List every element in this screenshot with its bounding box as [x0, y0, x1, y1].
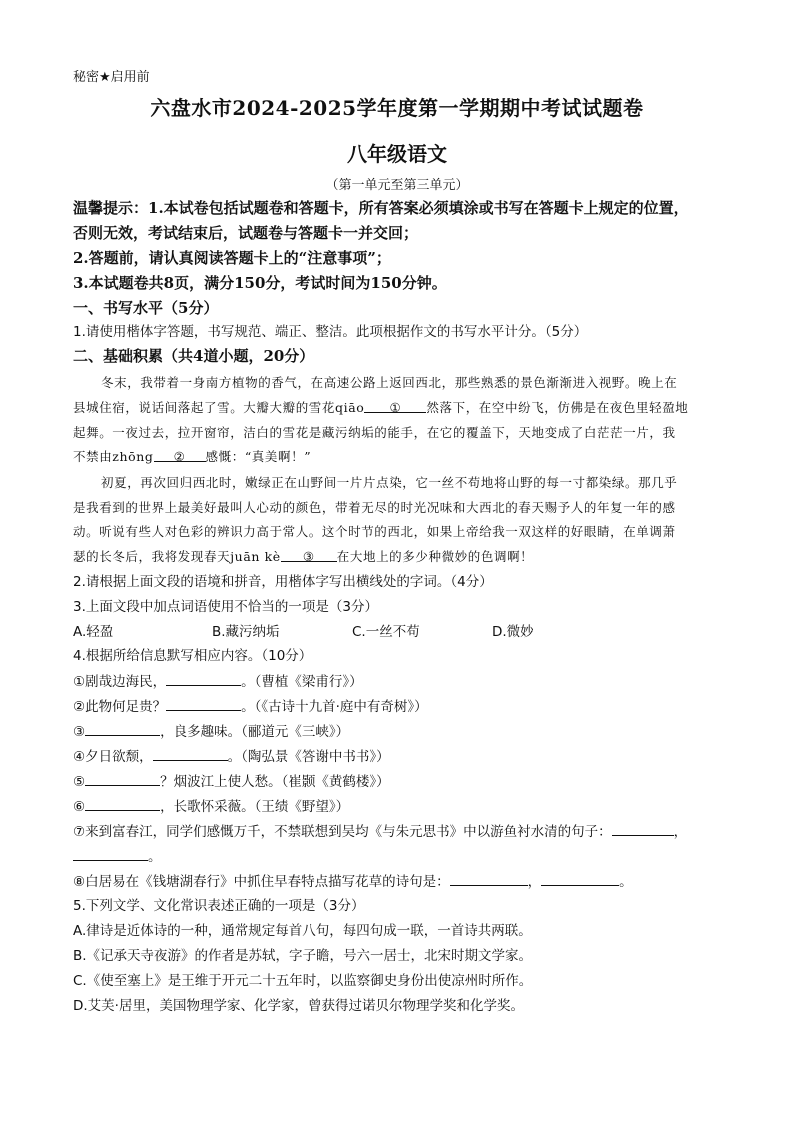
answer-blank: [73, 846, 148, 861]
notice-line-2: 否则无效，考试结束后，试题卷与答题卡一并交回；: [73, 224, 419, 242]
q4-item-5: [73, 771, 733, 792]
q4-source: ？烟波江上使人愁。（崔颢《黄鹤楼》）: [160, 774, 390, 790]
q5-option-a: A.律诗是近体诗的一种，通常规定每首八句，每四句成一联，一首诗共两联。: [73, 923, 532, 939]
q5-option-d: D.艾芙·居里，美国物理学家、化学家，曾获得过诺贝尔物理学奖和化学奖。: [73, 998, 524, 1014]
passage-line: 起舞。一夜过去，拉开窗帘，洁白的雪花是藏污纳垢的能手，在它的覆盖下，天地变成了白茫茫一片，我: [73, 425, 676, 440]
q4-text: ③: [73, 724, 86, 740]
passage-line: 初夏，再次回归西北时，嫩绿正在山野间一片片点染，它一丝不苟地将山野的每一寸都染绿。那几乎: [101, 475, 678, 490]
q4-item-7-cont: [73, 846, 733, 867]
question-1: 1.请使用楷体字答题，书写规范、端正、整洁。此项根据作文的书写水平计分。（5分）: [73, 324, 588, 340]
passage-text: 在大地上的多少种微妙的色调啊！: [336, 549, 534, 564]
answer-blank: [166, 696, 241, 711]
answer-blank: [541, 871, 619, 886]
answer-blank: [153, 746, 228, 761]
q4-item-1: [73, 671, 733, 692]
blank-3: ③: [281, 547, 337, 562]
scope-note: （第一单元至第三单元）: [325, 178, 469, 193]
passage-line: 动。听说有些人对色彩的辨识力高于常人。这个时节的西北，如果上帝给我一双这样的好眼睛，在单调萧: [73, 524, 676, 539]
q4-text: ④夕日欲颓，: [73, 749, 153, 765]
q4-item-4: [73, 746, 733, 767]
answer-blank: [612, 821, 674, 836]
q4-source: ，良多趣味。（郦道元《三峡》）: [160, 724, 350, 740]
q3-option-c: C.一丝不苟: [352, 624, 420, 640]
answer-blank: [166, 671, 241, 686]
answer-blank: [450, 871, 528, 886]
q4-punct: ，: [673, 824, 688, 840]
q4-source: ，长歌怀采薇。（王绩《野望》）: [160, 799, 350, 815]
q4-text: ⑧白居易在《钱塘湖春行》中抓住早春特点描写花草的诗句是：: [73, 874, 450, 890]
passage-text: 县城住宿，说话间落起了雪。大瓣大瓣的雪花qiāo: [73, 400, 365, 415]
passage-line: [73, 447, 733, 467]
blank-1: ①: [364, 398, 426, 413]
q4-text: ②此物何足贵？: [73, 699, 167, 715]
passage-line: 冬末，我带着一身南方植物的香气，在高速公路上返回西北，那些熟悉的景色渐渐进入视野。晚上在: [101, 375, 678, 390]
answer-blank: [85, 796, 160, 811]
q4-item-3: [73, 721, 733, 742]
q5-option-b: B.《记承天寺夜游》的作者是苏轼，字子瞻，号六一居士，北宋时期文学家。: [73, 948, 533, 964]
q4-text: ⑦来到富春江，同学们感慨万千，不禁联想到吴均《与朱元思书》中以游鱼衬水清的句子：: [73, 824, 612, 840]
answer-blank: [85, 721, 160, 736]
confidential-label: 秘密★启用前: [73, 70, 150, 85]
blank-2: ②: [154, 447, 206, 462]
q4-text: ⑥: [73, 799, 86, 815]
q4-source: 。（陶弘景《答谢中书书》）: [227, 749, 390, 765]
passage-text: 不禁由zhōng: [73, 449, 154, 464]
q5-option-c: C.《使至塞上》是王维于开元二十五年时，以监察御史身份出使凉州时所作。: [73, 973, 533, 989]
question-2: 2.请根据上面文段的语境和拼音，用楷体字写出横线处的字词。（4分）: [73, 574, 493, 590]
passage-line: [73, 547, 733, 567]
q4-item-6: [73, 796, 733, 817]
q4-item-8: [73, 871, 733, 892]
notice-line-4: 3.本试题卷共8页，满分150分，考试时间为150分钟。: [73, 274, 447, 292]
q4-source: 。（《古诗十九首·庭中有奇树》）: [241, 699, 428, 715]
q4-item-2: [73, 696, 733, 717]
q4-text: ①剧哉边海民，: [73, 674, 167, 690]
q4-punct: 。: [148, 849, 162, 865]
passage-text: 感慨：“真美啊！”: [205, 449, 312, 464]
q3-option-a: A.轻盈: [73, 624, 114, 640]
passage-line: [73, 398, 733, 418]
question-3: 3.上面文段中加点词语使用不恰当的一项是（3分）: [73, 599, 378, 615]
q3-option-d: D.微妙: [492, 624, 534, 640]
q4-source: 。（曹植《梁甫行》）: [241, 674, 363, 690]
question-5: 5.下列文学、文化常识表述正确的一项是（3分）: [73, 898, 365, 914]
exam-title: 六盘水市2024-2025学年度第一学期期中考试试题卷: [150, 96, 644, 120]
q4-punct: ，: [527, 874, 542, 890]
passage-line: 是我看到的世界上最美好最叫人心动的颜色，带着无尽的时光况味和大西北的春天赐予人的年复一年的感: [73, 500, 676, 515]
passage-text: 然落下，在空中纷飞，仿佛是在夜色里轻盈地: [426, 400, 689, 415]
answer-blank: [85, 771, 160, 786]
q4-punct: 。: [619, 874, 633, 890]
question-4: 4.根据所给信息默写相应内容。（10分）: [73, 648, 313, 664]
passage-text: 瑟的长冬后，我将发现春天juān kè: [73, 549, 281, 564]
notice-line-1: 温馨提示：1.本试卷包括试题卷和答题卡，所有答案必须填涂或书写在答题卡上规定的位置，: [73, 199, 689, 217]
notice-line-3: 2.答题前，请认真阅读答题卡上的“注意事项”；: [73, 249, 391, 267]
q4-text: ⑤: [73, 774, 86, 790]
section-1-heading: 一、书写水平（5分）: [73, 299, 219, 317]
subject-title: 八年级语文: [347, 142, 447, 166]
q4-item-7: [73, 821, 733, 842]
q3-option-b: B.藏污纳垢: [212, 624, 280, 640]
section-2-heading: 二、基础积累（共4道小题，20分）: [73, 347, 315, 365]
